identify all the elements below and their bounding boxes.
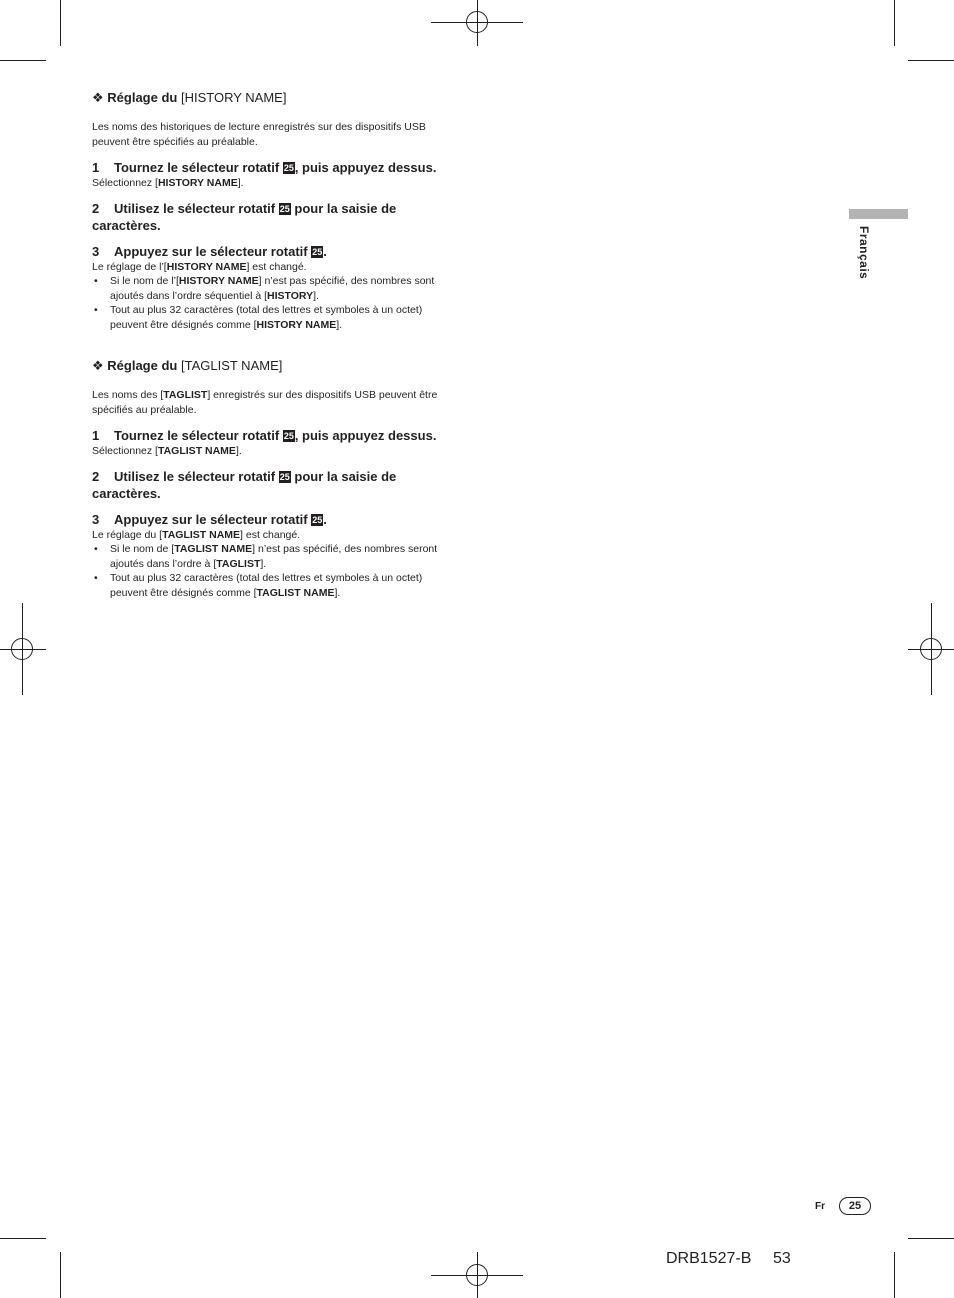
document-page: 53 — [773, 1250, 791, 1267]
rotary-selector-badge: 25 — [279, 203, 290, 214]
step-1: 1 Tournez le sélecteur rotatif 25, puis appuyez dessus. — [92, 160, 437, 175]
rotary-selector-badge: 25 — [279, 471, 290, 482]
registration-circle — [466, 1264, 488, 1286]
page-number: 25 — [839, 1197, 871, 1215]
footer-language: Fr — [815, 1201, 825, 1212]
crop-mark — [908, 1238, 954, 1239]
section-intro: Les noms des [TAGLIST] enregistrés sur des dispositifs USB peuvent être spécifiés au préalable. — [92, 389, 438, 416]
rotary-selector-badge: 25 — [283, 431, 294, 441]
document-code: DRB1527-B — [666, 1250, 752, 1267]
crop-mark — [0, 1238, 46, 1239]
section-title: ❖ Réglage du [TAGLIST NAME] — [92, 358, 283, 373]
rotary-selector-badge: 25 — [312, 514, 323, 525]
crop-mark — [894, 1252, 895, 1298]
section-history-name — [92, 90, 457, 332]
step-1-note: Sélectionnez [TAGLIST NAME]. — [92, 445, 242, 457]
crop-mark — [60, 1252, 61, 1298]
step-3-note: Le réglage du [TAGLIST NAME] est changé. — [92, 528, 301, 541]
section-marker-icon: ❖ — [92, 358, 104, 373]
crop-mark — [60, 0, 61, 46]
section-taglist-name — [92, 358, 457, 600]
step-3: 3 Appuyez sur le sélecteur rotatif 25. — [92, 243, 327, 259]
rotary-selector-badge: 25 — [312, 246, 323, 257]
list-item: • Tout au plus 32 caractères (total des lettres et symboles à un octet) peuvent être désignés comme [TAGLIST NAME]. — [94, 572, 423, 599]
step-3-note: Le réglage de l’[HISTORY NAME] est changé. — [92, 260, 307, 273]
rotary-selector-badge: 25 — [283, 163, 294, 173]
section-title: ❖ Réglage du [HISTORY NAME] — [92, 90, 287, 105]
registration-circle — [11, 638, 33, 660]
crop-mark — [908, 60, 954, 61]
registration-circle — [920, 638, 942, 660]
step-1-note: Sélectionnez [HISTORY NAME]. — [92, 177, 244, 189]
list-item: • Tout au plus 32 caractères (total des lettres et symboles à un octet) peuvent être désignés comme [HISTORY NAME]. — [94, 304, 423, 331]
crop-mark — [0, 60, 46, 61]
step-2: 2 Utilisez le sélecteur rotatif 25 pour la saisie de caractères. — [92, 200, 397, 233]
bullet-list — [92, 274, 457, 332]
crop-mark — [894, 0, 895, 46]
language-tab — [849, 209, 908, 219]
main-content — [92, 90, 457, 600]
step-1: 1 Tournez le sélecteur rotatif 25, puis appuyez dessus. — [92, 428, 437, 443]
list-item: • Si le nom de l’[HISTORY NAME] n’est pas spécifié, des nombres sont ajoutés dans l’ordre séquentiel à [HISTORY]. — [94, 275, 435, 302]
step-3: 3 Appuyez sur le sélecteur rotatif 25. — [92, 511, 327, 527]
registration-circle — [466, 11, 488, 33]
step-2: 2 Utilisez le sélecteur rotatif 25 pour la saisie de caractères. — [92, 468, 397, 501]
bullet-list — [92, 542, 457, 600]
section-marker-icon: ❖ — [92, 90, 104, 105]
section-intro: Les noms des historiques de lecture enregistrés sur des dispositifs USB peuvent être spécifiés au préalable. — [92, 121, 426, 148]
list-item: • Si le nom de [TAGLIST NAME] n’est pas spécifié, des nombres seront ajoutés dans l’ordre à [TAGLIST]. — [94, 543, 438, 570]
language-label: Français — [857, 226, 871, 280]
